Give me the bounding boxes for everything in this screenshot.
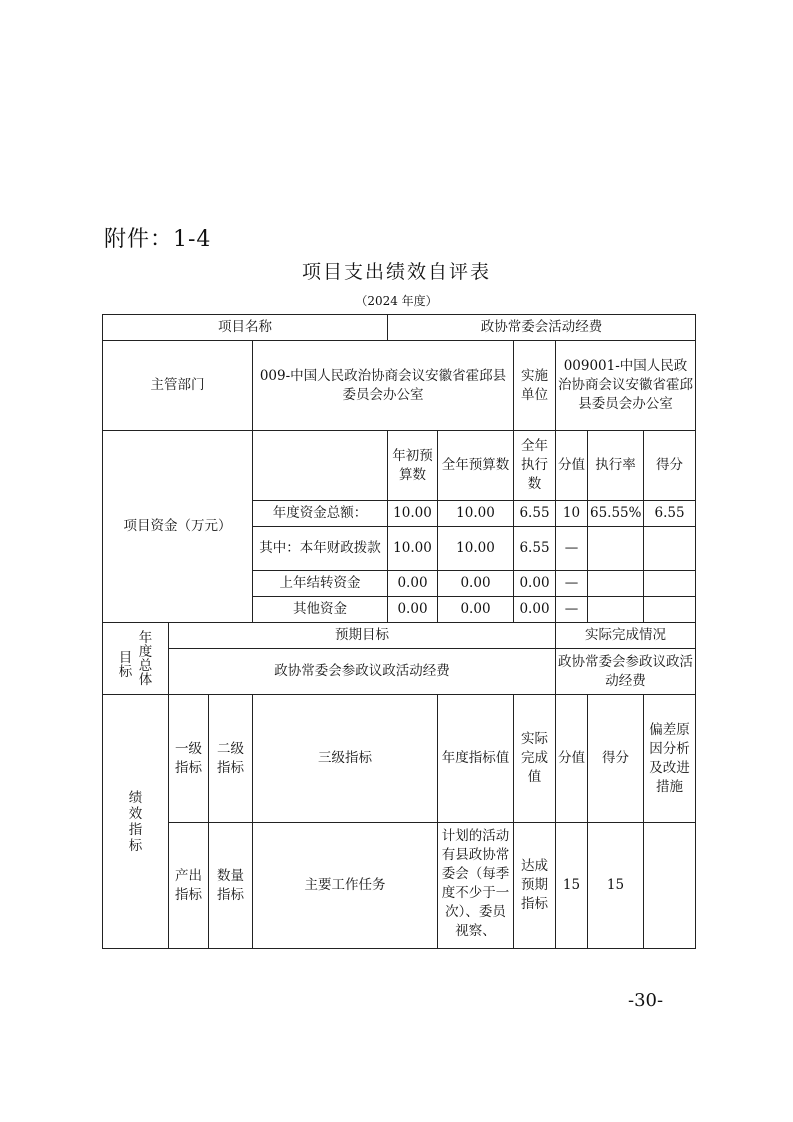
funds-row-points: 10 <box>556 501 588 527</box>
evaluation-table <box>102 314 696 949</box>
implementing-unit-label: 实施单位 <box>514 341 556 431</box>
goals-header-row <box>103 623 696 649</box>
funds-row-executed: 6.55 <box>514 527 556 571</box>
funds-row-score <box>644 527 696 571</box>
funds-row-executed: 0.00 <box>514 597 556 623</box>
indicators-label: 绩效指标 <box>103 695 169 949</box>
indicator-score-header: 得分 <box>588 695 644 823</box>
indicator-annual-value: 计划的活动有县政协常委会（每季度不少于一次）、委员视察、 <box>438 823 514 949</box>
score-header: 得分 <box>644 431 696 501</box>
rate-header: 执行率 <box>588 431 644 501</box>
funds-row-points: — <box>556 527 588 571</box>
full-budget-header: 全年预算数 <box>438 431 514 501</box>
funds-row-initial: 10.00 <box>388 527 438 571</box>
initial-budget-header: 年初预算数 <box>388 431 438 501</box>
indicator-level3: 主要工作任务 <box>253 823 438 949</box>
funds-row-executed: 6.55 <box>514 501 556 527</box>
level3-header: 三级指标 <box>253 695 438 823</box>
project-name-value: 政协常委会活动经费 <box>388 315 696 341</box>
funds-row-points: — <box>556 571 588 597</box>
actual-goal-value: 政协常委会参政议政活动经费 <box>556 649 696 695</box>
funds-row-full: 10.00 <box>438 501 514 527</box>
department-label: 主管部门 <box>103 341 253 431</box>
funds-header-row <box>103 431 696 501</box>
annual-value-header: 年度指标值 <box>438 695 514 823</box>
year-subtitle: （2024 年度） <box>355 294 438 308</box>
project-name-row <box>103 315 696 341</box>
department-row <box>103 341 696 431</box>
funds-row-label: 其他资金 <box>253 597 388 623</box>
goals-value-row <box>103 649 696 695</box>
goals-label-a: 年度总体 <box>138 629 153 688</box>
deviation-header: 偏差原因分析及改进措施 <box>644 695 696 823</box>
project-name-label: 项目名称 <box>103 315 388 341</box>
executed-header: 全年执行数 <box>514 431 556 501</box>
actual-value-header: 实际完成值 <box>514 695 556 823</box>
funds-row-score <box>644 571 696 597</box>
funds-row-initial: 0.00 <box>388 571 438 597</box>
indicator-level1: 产出指标 <box>169 823 209 949</box>
funds-row-rate: 65.55% <box>588 501 644 527</box>
funds-row-initial: 0.00 <box>388 597 438 623</box>
funds-row-rate <box>588 571 644 597</box>
department-value: 009-中国人民政治协商会议安徽省霍邱县委员会办公室 <box>253 341 514 431</box>
level2-header: 二级指标 <box>209 695 253 823</box>
indicator-score: 15 <box>588 823 644 949</box>
funds-row-rate <box>588 527 644 571</box>
funds-row-score: 6.55 <box>644 501 696 527</box>
funds-row-points: — <box>556 597 588 623</box>
funds-row-initial: 10.00 <box>388 501 438 527</box>
funds-row-label: 上年结转资金 <box>253 571 388 597</box>
funds-row-label: 年度资金总额： <box>253 501 388 527</box>
funds-row-score <box>644 597 696 623</box>
indicator-level2: 数量指标 <box>209 823 253 949</box>
goals-label-b: 目标 <box>118 649 133 680</box>
indicator-points: 15 <box>556 823 588 949</box>
attachment-label: 附件：1-4 <box>104 227 212 252</box>
indicator-deviation <box>644 823 696 949</box>
indicator-row <box>103 823 696 949</box>
indicators-header-row <box>103 695 696 823</box>
implementing-unit-value: 009001-中国人民政治协商会议安徽省霍邱县委员会办公室 <box>556 341 696 431</box>
indicator-actual-value: 达成预期指标 <box>514 823 556 949</box>
points-header: 分值 <box>556 431 588 501</box>
expected-goal-value: 政协常委会参政议政活动经费 <box>169 649 556 695</box>
indicator-points-header: 分值 <box>556 695 588 823</box>
funds-label: 项目资金（万元） <box>103 431 253 623</box>
funds-row-rate <box>588 597 644 623</box>
goals-label <box>103 623 169 695</box>
page-title: 项目支出绩效自评表 <box>301 261 491 283</box>
funds-row-full: 10.00 <box>438 527 514 571</box>
page-number: -30- <box>628 990 664 1011</box>
funds-header-blank <box>253 431 388 501</box>
actual-goal-header: 实际完成情况 <box>556 623 696 649</box>
funds-row-full: 0.00 <box>438 597 514 623</box>
expected-goal-header: 预期目标 <box>169 623 556 649</box>
funds-row-full: 0.00 <box>438 571 514 597</box>
funds-row-label: 其中：本年财政拨款 <box>253 527 388 571</box>
funds-row-executed: 0.00 <box>514 571 556 597</box>
level1-header: 一级指标 <box>169 695 209 823</box>
